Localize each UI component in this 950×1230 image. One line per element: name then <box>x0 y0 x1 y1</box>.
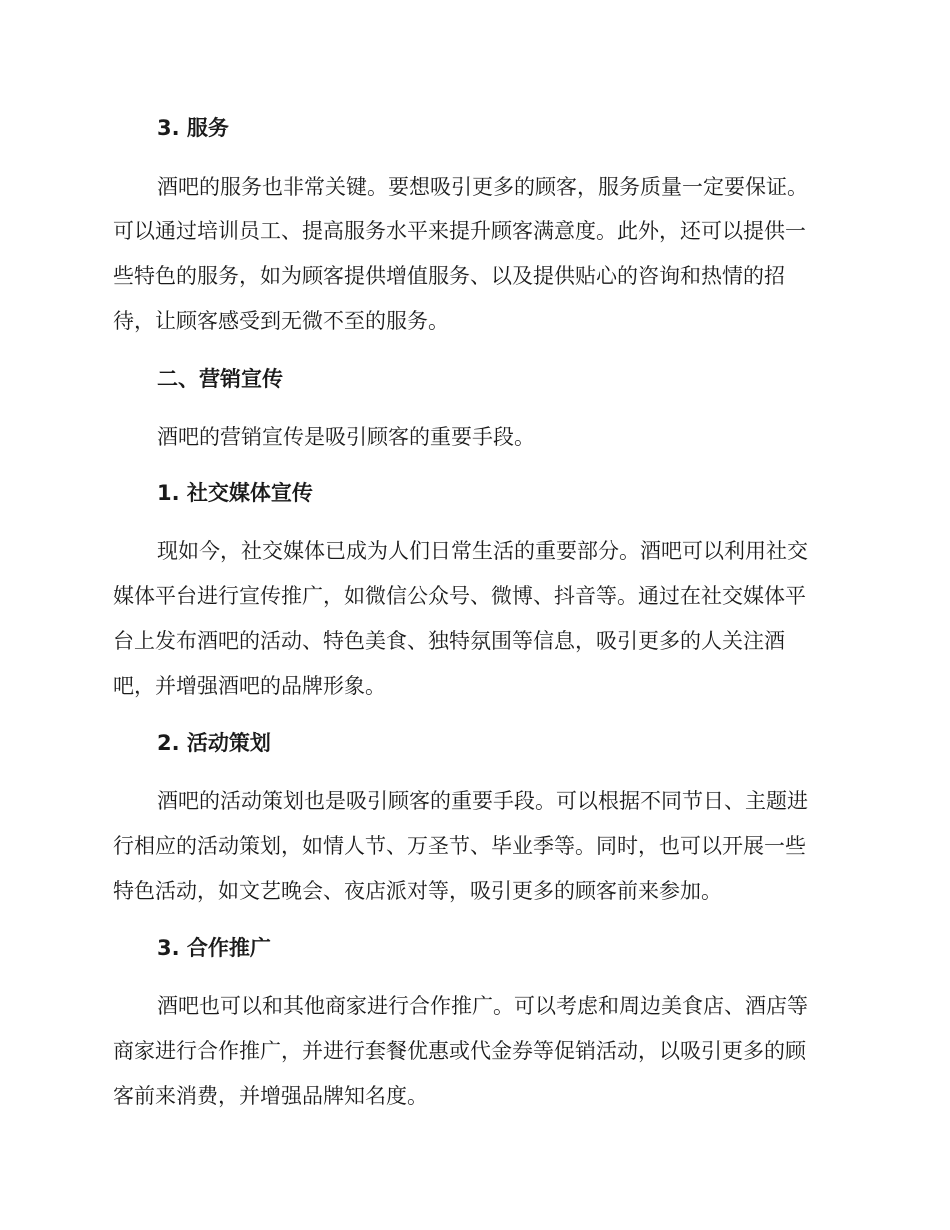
paragraph-line: 吧，并增强酒吧的品牌形象。 <box>113 674 386 698</box>
paragraph-line: 酒吧的服务也非常关键。要想吸引更多的顾客，服务质量一定要保证。 <box>157 175 808 199</box>
paragraph-line: 可以通过培训员工、提高服务水平来提升顾客满意度。此外，还可以提供一 <box>113 219 806 243</box>
paragraph-line: 商家进行合作推广，并进行套餐优惠或代金券等促销活动，以吸引更多的顾 <box>113 1039 806 1063</box>
section-heading: 2. 活动策划 <box>157 731 271 755</box>
paragraph-line: 台上发布酒吧的活动、特色美食、独特氛围等信息，吸引更多的人关注酒 <box>113 629 785 653</box>
paragraph-line: 特色活动，如文艺晚会、夜店派对等，吸引更多的顾客前来参加。 <box>113 879 722 903</box>
paragraph-line: 媒体平台进行宣传推广，如微信公众号、微博、抖音等。通过在社交媒体平 <box>113 584 806 608</box>
paragraph-line: 酒吧也可以和其他商家进行合作推广。可以考虑和周边美食店、酒店等 <box>157 994 808 1018</box>
paragraph-line: 客前来消费，并增强品牌知名度。 <box>113 1084 428 1108</box>
section-heading: 3. 合作推广 <box>157 936 271 960</box>
paragraph-line: 酒吧的活动策划也是吸引顾客的重要手段。可以根据不同节日、主题进 <box>157 789 808 813</box>
paragraph-line: 酒吧的营销宣传是吸引顾客的重要手段。 <box>157 425 535 449</box>
section-heading: 二、营销宣传 <box>157 367 283 391</box>
paragraph-line: 行相应的活动策划，如情人节、万圣节、毕业季等。同时，也可以开展一些 <box>113 834 806 858</box>
paragraph-line: 待，让顾客感受到无微不至的服务。 <box>113 309 449 333</box>
paragraph-line: 些特色的服务，如为顾客提供增值服务、以及提供贴心的咨询和热情的招 <box>113 264 785 288</box>
section-heading: 1. 社交媒体宣传 <box>157 481 313 505</box>
paragraph-line: 现如今，社交媒体已成为人们日常生活的重要部分。酒吧可以利用社交 <box>157 539 808 563</box>
section-heading: 3. 服务 <box>157 116 229 140</box>
